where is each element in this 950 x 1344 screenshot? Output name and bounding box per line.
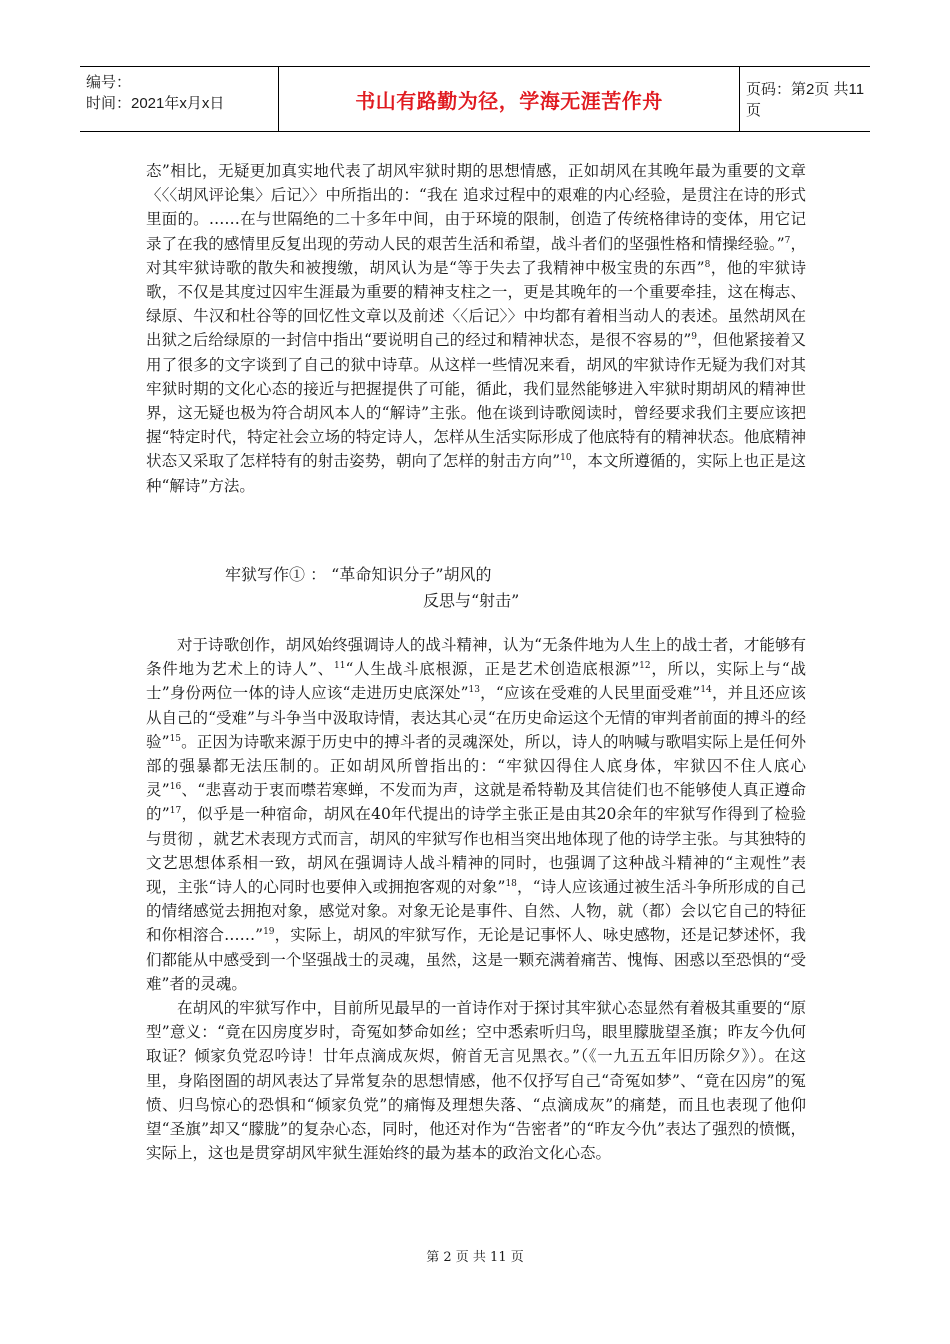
text-run: ，但他紧接着又用了很多的文字谈到了自己的狱中诗草。从这样一些情况来看，胡风的牢狱诗作无疑为我们对其牢狱时期的文化心态的接近与把握提供了可能，循此，我们显然能够进入牢狱时期胡风的精神世界，这无疑也极为符合胡风本人的“解诗”主张。他在谈到诗歌阅读时，曾经要求我们主要应该把握“特定时代，特定社会立场的特定诗人，怎样从生活实际形成了他底特有的精神状态。他底精神状态又采取了怎样特有的射击姿势，朝向了怎样的射击方向” xyxy=(146,331,806,471)
section-heading-line-2: 反思与“射击” xyxy=(423,591,520,610)
section-heading-line-1: 牢狱写作① ： “革命知识分子”胡风的 xyxy=(225,565,492,584)
paragraph-3: 在胡风的牢狱写作中，目前所见最早的一首诗作对于探讨其牢狱心态显然有着极其重要的“原型”意义：“竟在囚房度岁时，奇冤如梦命如丝；空中悉索听归鸟，眼里朦胧望圣旗；昨友今仇何取证？倾家负党忍吟诗！廿年点滴成灰烬，俯首无言见黑衣。”（《一九五五年旧历除夕》）。在这里，身陷囹圄的胡风表达了异常复杂的思想情感，他不仅抒写自己“奇冤如梦”、“竟在囚房”的冤愤、归鸟惊心的恐惧和“倾家负党”的痛悔及理想失落、“点滴成灰”的痛楚，而且也表现了他仰望“圣旗”却又“朦胧”的复杂心态，同时，他还对作为“告密者”的“昨友今仇”表达了强烈的愤慨，实际上，这也是贯穿胡风牢狱生涯始终的最为基本的政治文化心态。 xyxy=(146,999,806,1163)
footnote-ref: 8 xyxy=(704,259,711,270)
body-paragraphs xyxy=(146,633,806,1165)
footnote-ref: 10 xyxy=(560,453,572,464)
footnote-ref: 18 xyxy=(505,878,517,889)
text-run: 对于诗歌创作，胡风始终强调诗人的战斗精神，认为“无条件地为人生上的战士者，才能够有条件地为艺术上的诗人”、 xyxy=(146,636,806,679)
footnote-ref: 13 xyxy=(468,685,480,696)
time-label: 时间：2021年x月x日 xyxy=(86,95,225,112)
footnote-ref: 15 xyxy=(169,733,182,744)
footnote-ref: 9 xyxy=(691,332,697,343)
header-motto-cell xyxy=(278,67,740,131)
paragraph-1 xyxy=(146,159,806,498)
header-meta xyxy=(80,67,278,131)
text-run: ，所以，实际上与“战士”身份两位一体的诗人应该“走进历史底深处” xyxy=(146,660,806,703)
text-run: 态”相比，无疑更加真实地代表了胡风牢狱时期的思想情感，正如胡风在其晚年最为重要的文章〈〈〈胡风评论集〉后记〉〉中所指出的：“我在 追求过程中的艰难的内心经验，是贯注在诗的形式里面的。……在与世隔绝的二十多年中间，由于环境的限制，创造了传统格律诗的变体，用它记录了在我的感情里反复出现的劳动人民的艰苦生活和希望，战斗者们的坚强性格和情操经验。” xyxy=(146,162,806,253)
footnote-ref: 17 xyxy=(169,806,182,817)
page-footer: 第 2 页 共 11 页 xyxy=(426,1250,524,1265)
text-run: 。正因为诗歌来源于历史中的搏斗者的灵魂深处，所以，诗人的呐喊与歌唱实际上是任何外部的强暴都无法压制的。正如胡风所曾指出的：“牢狱囚得住人底身体，牢狱囚不住人底心灵” xyxy=(146,732,806,800)
paragraph-2 xyxy=(146,633,806,996)
footnote-ref: 14 xyxy=(700,685,712,696)
text-run: ，他的牢狱诗歌，不仅是其度过囚牢生涯最为重要的精神支柱之一，更是其晚年的一个重要牵挂，这在梅志、绿原、牛汉和杜谷等的回忆性文章以及前述〈〈后记〉〉中均都有着相当动人的表述。虽然胡风在出狱之后给绿原的一封信中指出“要说明自己的经过和精神状态，是很不容易的” xyxy=(146,258,806,350)
text-run: ，“诗人应该通过被生活斗争所形成的自己的情绪感觉去拥抱对象，感觉对象。对象无论是事件、自然、人物，就（都）会以它自己的特征和你相溶合……” xyxy=(146,878,806,945)
footnote-ref: 19 xyxy=(263,927,275,938)
number-label: 编号： xyxy=(86,74,132,91)
header-page-code: 页码：第2页 共11页 xyxy=(746,81,865,119)
text-run: ，似乎是一种宿命，胡风在40年代提出的诗学主张正是由其20余年的牢狱写作得到了检验与贯彻 ，就艺术表现方式而言，胡风的牢狱写作也相当突出地体现了他的诗学主张。与其独特的文艺思想体系相一致，胡风在强调诗人战斗精神的同时，也强调了这种战斗精神的“主观性”表现，主张“诗人的心同时也要伸入或拥抱客观的对象” xyxy=(146,805,806,897)
text-run: ，本文所遵循的，实际上也正是这种“解诗”方法。 xyxy=(146,452,806,495)
footnote-ref: 16 xyxy=(169,782,182,793)
text-run: ，并且还应该从自己的“受难”与斗争当中汲取诗情，表达其心灵“在历史命运这个无情的审判者前面的搏斗的经验” xyxy=(146,684,806,751)
footnote-ref: 12 xyxy=(639,661,651,672)
text-run: 、“悲喜动于衷而噤若寒蝉，不发而为声，这就是希特勒及其信徒们也不能够使人真正遵命的” xyxy=(146,781,806,824)
footnote-ref: 7 xyxy=(784,235,791,246)
text-run: “人生战斗底根源，正是艺术创造底根源” xyxy=(345,660,640,679)
footnote-ref: 11 xyxy=(333,661,346,672)
page-header xyxy=(80,66,870,132)
text-run: ，对其牢狱诗歌的散失和被搜缴，胡风认为是“等于失去了我精神中极宝贵的东西” xyxy=(146,234,806,277)
text-run: ，“应该在受难的人民里面受难” xyxy=(479,684,701,703)
header-motto: 书山有路勤为径，学海无涯苦作舟 xyxy=(355,88,663,113)
text-run: ，实际上，胡风的牢狱写作，无论是记事怀人、咏史感物，还是记梦述怀，我们都能从中感受到一个坚强战士的灵魂，虽然，这是一颗充满着痛苦、愧悔、困惑以至恐惧的“受难”者的灵魂。 xyxy=(146,926,806,993)
